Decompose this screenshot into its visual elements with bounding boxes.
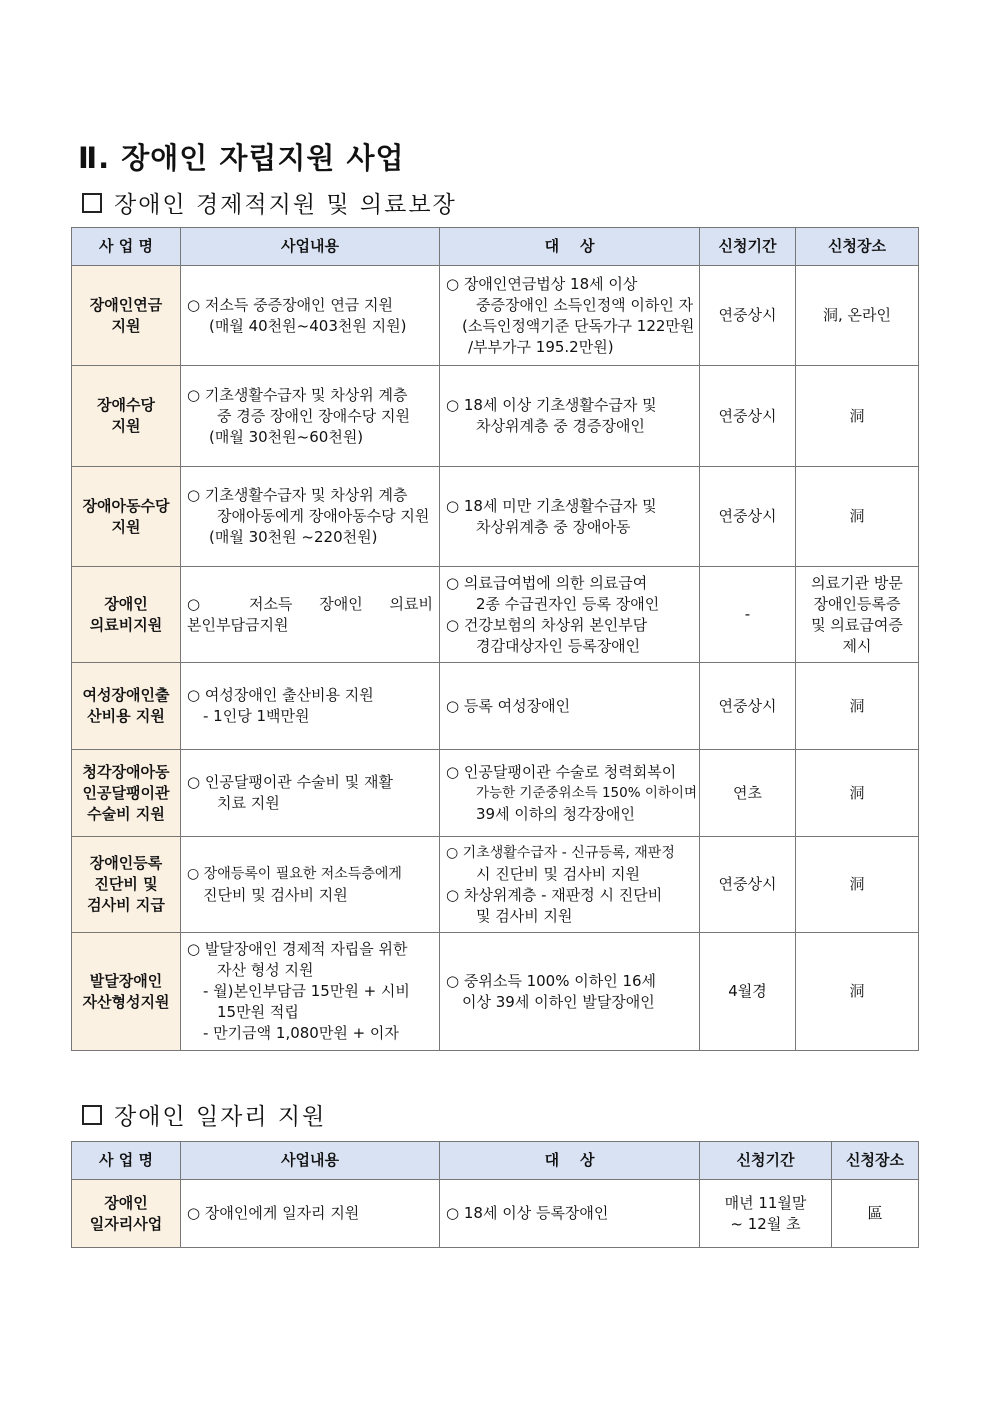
section-title-text: 장애인 경제적지원 및 의료보장	[114, 192, 457, 218]
table-row	[72, 750, 919, 837]
page-title: Ⅱ. 장애인 자립지원 사업	[78, 141, 405, 175]
section-title-text: 장애인 일자리 지원	[114, 1104, 327, 1130]
header-program-content: 사업내용	[181, 228, 440, 266]
target-cell: ○ 18세 이상 등록장애인	[440, 1180, 700, 1248]
job-support-table	[71, 1141, 919, 1248]
application-period-cell: 매년 11월말 ~ 12월 초	[700, 1180, 832, 1248]
program-content-cell: ○ 여성장애인 출산비용 지원 - 1인당 1백만원	[181, 663, 440, 750]
program-name-cell: 장애인등록 진단비 및 검사비 지급	[72, 837, 181, 933]
application-period-cell: 연중상시	[700, 366, 796, 467]
header-target: 대 상	[440, 228, 700, 266]
application-place-cell: 의료기관 방문 장애인등록증 및 의료급여증 제시	[796, 567, 919, 663]
table-row	[72, 266, 919, 366]
application-period-cell: 연중상시	[700, 837, 796, 933]
application-place-cell: 洞	[796, 750, 919, 837]
program-content-cell: ○ 저소득 장애인 의료비 본인부담금지원	[181, 567, 440, 663]
header-target: 대 상	[440, 1142, 700, 1180]
header-application-period: 신청기간	[700, 1142, 832, 1180]
program-content-cell: ○ 장애인에게 일자리 지원	[181, 1180, 440, 1248]
target-cell: ○ 등록 여성장애인	[440, 663, 700, 750]
application-period-cell: 연중상시	[700, 467, 796, 567]
table-row	[72, 837, 919, 933]
application-period-cell: -	[700, 567, 796, 663]
header-program-content: 사업내용	[181, 1142, 440, 1180]
table-row	[72, 467, 919, 567]
program-content-cell: ○ 기초생활수급자 및 차상위 계층 중 경증 장애인 장애수당 지원 (매월 30천원~60천원)	[181, 366, 440, 467]
application-period-cell: 연중상시	[700, 663, 796, 750]
program-name-cell: 장애인연금 지원	[72, 266, 181, 366]
program-name-cell: 장애인 의료비지원	[72, 567, 181, 663]
section-title-economic-support	[82, 186, 457, 219]
application-period-cell: 4월경	[700, 933, 796, 1051]
table-row	[72, 933, 919, 1051]
program-name-cell: 장애수당 지원	[72, 366, 181, 467]
table-header-row	[72, 1142, 919, 1180]
target-cell: ○ 장애인연금법상 18세 이상 중증장애인 소득인정액 이하인 자 (소득인정액기준 단독가구 122만원 /부부가구 195.2만원)	[440, 266, 700, 366]
checkbox-square-icon	[82, 193, 102, 213]
program-content-cell: ○ 기초생활수급자 및 차상위 계층 장애아동에게 장애아동수당 지원 (매월 30천원 ~220천원)	[181, 467, 440, 567]
target-cell: ○ 인공달팽이관 수술로 청력회복이 가능한 기준중위소득 150% 이하이며 39세 이하의 청각장애인	[440, 750, 700, 837]
program-content-cell: ○ 장애등록이 필요한 저소득층에게 진단비 및 검사비 지원	[181, 837, 440, 933]
table-row	[72, 567, 919, 663]
program-name-cell: 발달장애인 자산형성지원	[72, 933, 181, 1051]
program-name-cell: 장애인 일자리사업	[72, 1180, 181, 1248]
program-name-cell: 청각장애아동 인공달팽이관 수술비 지원	[72, 750, 181, 837]
target-cell: ○ 중위소득 100% 이하인 16세 이상 39세 이하인 발달장애인	[440, 933, 700, 1051]
program-name-cell: 여성장애인출 산비용 지원	[72, 663, 181, 750]
header-application-period: 신청기간	[700, 228, 796, 266]
application-period-cell: 연중상시	[700, 266, 796, 366]
target-cell: ○ 기초생활수급자 - 신규등록, 재판정 시 진단비 및 검사비 지원 ○ 차상위계층 - 재판정 시 진단비 및 검사비 지원	[440, 837, 700, 933]
checkbox-square-icon	[82, 1105, 102, 1125]
application-place-cell: 洞	[796, 366, 919, 467]
header-application-place: 신청장소	[832, 1142, 919, 1180]
header-program-name: 사 업 명	[72, 228, 181, 266]
application-place-cell: 洞	[796, 933, 919, 1051]
header-application-place: 신청장소	[796, 228, 919, 266]
table-row	[72, 663, 919, 750]
table-row	[72, 366, 919, 467]
table-header-row	[72, 228, 919, 266]
section-title-job-support	[82, 1098, 326, 1131]
application-place-cell: 洞	[796, 663, 919, 750]
economic-support-table	[71, 227, 919, 1051]
application-place-cell: 洞, 온라인	[796, 266, 919, 366]
application-place-cell: 區	[832, 1180, 919, 1248]
program-content-cell: ○ 발달장애인 경제적 자립을 위한 자산 형성 지원 - 월)본인부담금 15만원 + 시비 15만원 적립 - 만기금액 1,080만원 + 이자	[181, 933, 440, 1051]
application-place-cell: 洞	[796, 467, 919, 567]
header-program-name: 사 업 명	[72, 1142, 181, 1180]
application-place-cell: 洞	[796, 837, 919, 933]
target-cell: ○ 18세 미만 기초생활수급자 및 차상위계층 중 장애아동	[440, 467, 700, 567]
target-cell: ○ 18세 이상 기초생활수급자 및 차상위계층 중 경증장애인	[440, 366, 700, 467]
program-content-cell: ○ 저소득 중증장애인 연금 지원 (매월 40천원~403천원 지원)	[181, 266, 440, 366]
program-name-cell: 장애아동수당 지원	[72, 467, 181, 567]
program-content-cell: ○ 인공달팽이관 수술비 및 재활 치료 지원	[181, 750, 440, 837]
table-row	[72, 1180, 919, 1248]
target-cell: ○ 의료급여법에 의한 의료급여 2종 수급권자인 등록 장애인 ○ 건강보험의 차상위 본인부담 경감대상자인 등록장애인	[440, 567, 700, 663]
application-period-cell: 연초	[700, 750, 796, 837]
